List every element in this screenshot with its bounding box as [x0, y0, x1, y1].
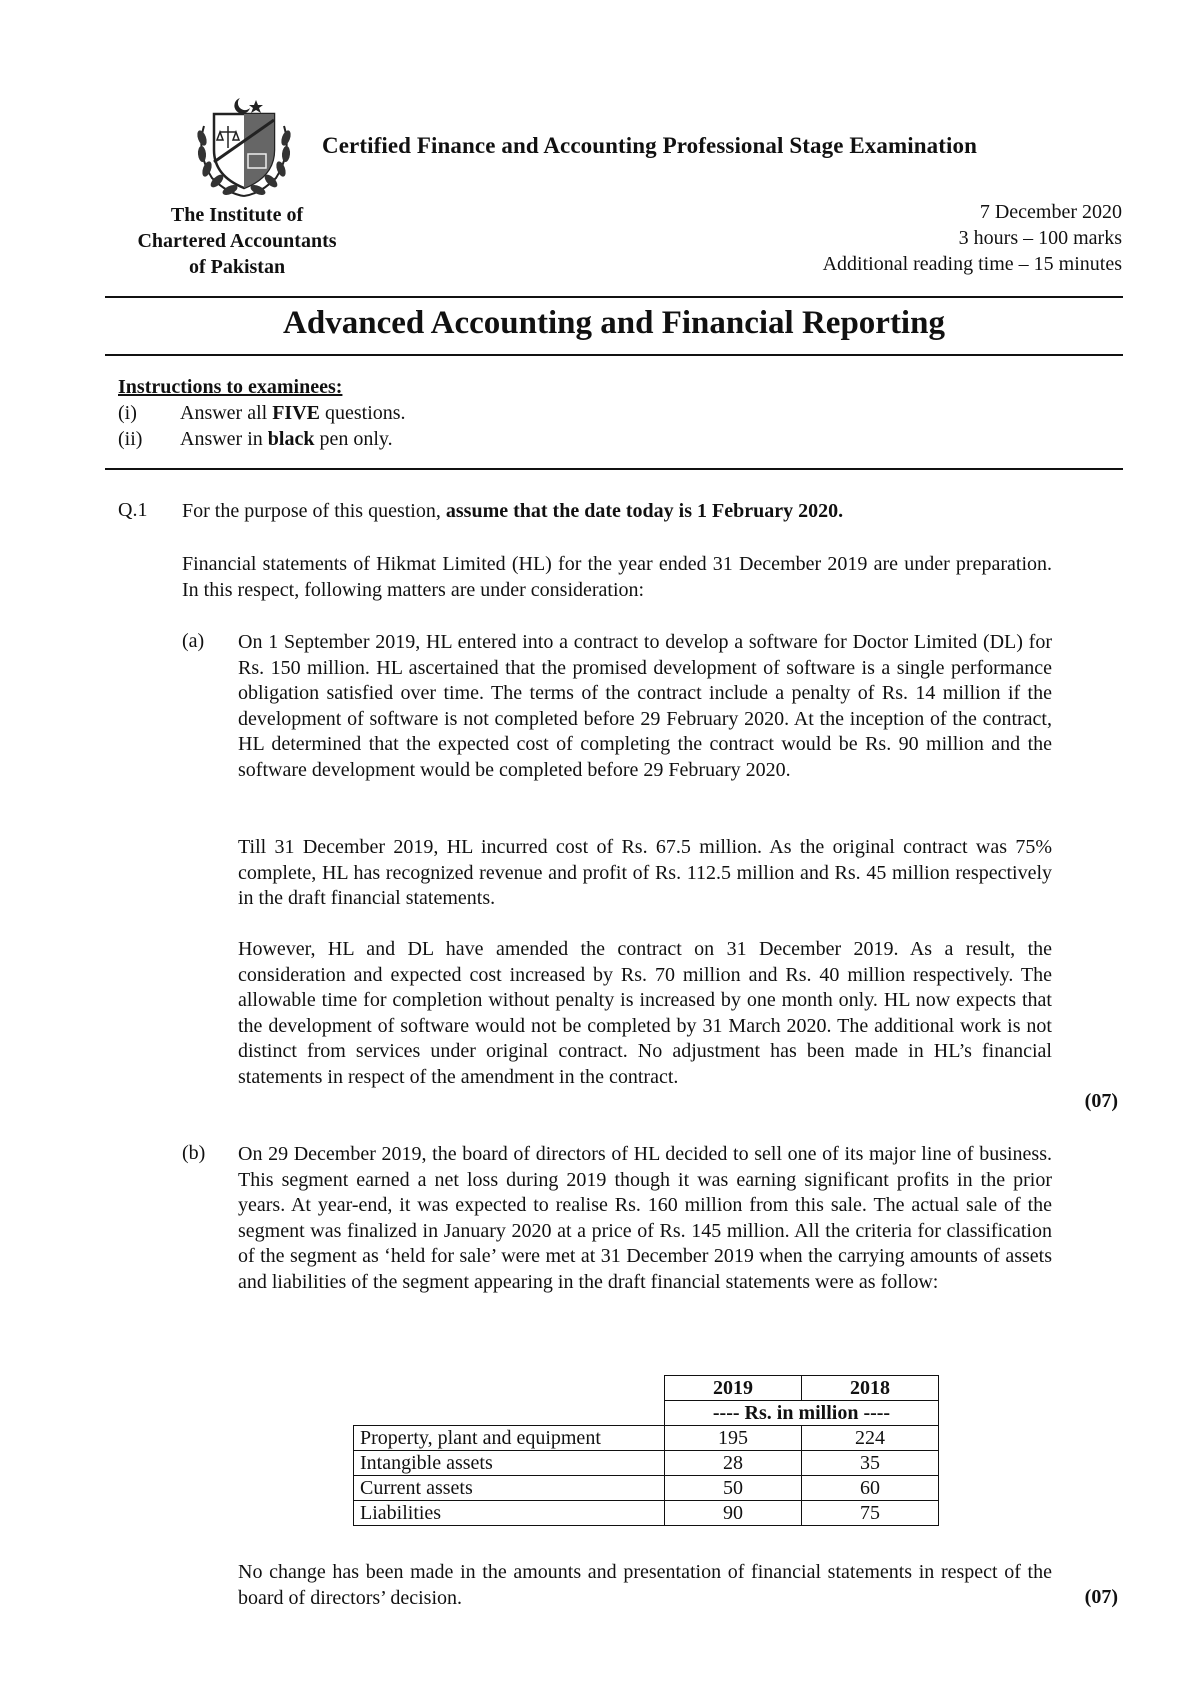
value-2018: 224 — [802, 1426, 939, 1451]
institute-line-3: of Pakistan — [188, 256, 286, 278]
question-number: Q.1 — [118, 499, 148, 521]
value-2018: 75 — [802, 1501, 939, 1526]
divider — [105, 354, 1123, 356]
part-b-label: (b) — [182, 1142, 206, 1164]
exam-duration: 3 hours – 100 marks — [958, 227, 1122, 249]
part-a-paragraph-3: However, HL and DL have amended the contract on 31 December 2019. As a result, the consideration and expected cost increased by Rs. 70 million and Rs. 40 million respectively. The allowable time for completion without penalty is increased by one month only. HL now expects that the development of software would not be completed by 31 March 2020. The additional work is not distinct from services under original contract. No adjustment has been made in HL’s financial statements in respect of the amendment in the contract. — [238, 938, 1052, 1088]
year-2018-header: 2018 — [802, 1376, 939, 1401]
part-b-paragraph-2: No change has been made in the amounts and presentation of financial statements in respect of the board of directors’ decision. — [238, 1561, 1052, 1609]
paper-title: Advanced Accounting and Financial Reporting — [283, 305, 945, 341]
value-2019: 90 — [665, 1501, 802, 1526]
year-2019-header: 2019 — [665, 1376, 802, 1401]
question-intro — [182, 499, 1052, 525]
value-2019: 50 — [665, 1476, 802, 1501]
question-paragraph: Financial statements of Hikmat Limited (HL) for the year ended 31 December 2019 are under preparation. In this respect, following matters are under consideration: — [182, 553, 1052, 601]
divider — [105, 468, 1123, 470]
row-label: Current assets — [354, 1476, 665, 1501]
instruction-text: Answer in — [180, 428, 268, 450]
instruction-text: pen only. — [314, 428, 393, 450]
exam-meta — [823, 199, 1122, 277]
part-a-paragraph-1: On 1 September 2019, HL entered into a contract to develop a software for Doctor Limited (DL) for Rs. 150 million. HL ascertained that the promised development of software is a single performance obligation satisfied over time. The terms of the contract include a penalty of Rs. 14 million if the development of software is not completed before 29 February 2020. At the inception of the contract, HL determined that the expected cost of completing the contract would be Rs. 90 million and the software development would be completed before 29 February 2020. — [238, 631, 1052, 781]
icap-logo — [190, 92, 298, 200]
segment-table — [353, 1375, 939, 1526]
value-2019: 28 — [665, 1451, 802, 1476]
part-a-paragraph-2: Till 31 December 2019, HL incurred cost of Rs. 67.5 million. As the original contract was 75% complete, HL has recognized revenue and profit of Rs. 112.5 million and Rs. 45 million respectively in the draft financial statements. — [238, 836, 1052, 909]
part-b-paragraph-1: On 29 December 2019, the board of directors of HL decided to sell one of its major line of business. This segment earned a net loss during 2019 though it was earning significant profits in the prior years. At year-end, it was expected to realise Rs. 160 million from this sale. The actual sale of the segment was finalized in January 2020 at a price of Rs. 145 million. All the criteria for classification of the segment as ‘held for sale’ were met at 31 December 2019 when the carrying amounts of assets and liabilities of the segment appearing in the draft financial statements were as follow: — [238, 1143, 1052, 1293]
part-a-marks: (07) — [1084, 1090, 1118, 1112]
instruction-item — [118, 402, 406, 425]
instruction-item — [118, 428, 393, 451]
table-row — [354, 1451, 939, 1476]
institute-line-1: The Institute of — [170, 204, 304, 226]
part-a-label: (a) — [182, 630, 205, 652]
exam-title: Certified Finance and Accounting Professional Stage Examination — [322, 133, 977, 158]
row-label: Liabilities — [354, 1501, 665, 1526]
row-label: Intangible assets — [354, 1451, 665, 1476]
table-row — [354, 1476, 939, 1501]
table-unit-row — [354, 1401, 939, 1426]
value-2018: 35 — [802, 1451, 939, 1476]
table-row — [354, 1501, 939, 1526]
table-blank-cell — [354, 1401, 665, 1426]
divider — [105, 296, 1123, 298]
instruction-text: questions. — [320, 402, 406, 424]
row-label: Property, plant and equipment — [354, 1426, 665, 1451]
instruction-number: (i) — [118, 402, 137, 424]
value-2019: 195 — [665, 1426, 802, 1451]
table-row — [354, 1426, 939, 1451]
part-b-marks: (07) — [1084, 1586, 1118, 1608]
instruction-text: Answer all — [180, 402, 273, 424]
institute-line-2: Chartered Accountants — [137, 230, 337, 252]
instruction-number: (ii) — [118, 428, 143, 450]
value-2018: 60 — [802, 1476, 939, 1501]
instruction-emphasis: FIVE — [272, 402, 320, 424]
unit-header: ---- Rs. in million ---- — [665, 1401, 939, 1426]
table-blank-cell — [354, 1376, 665, 1401]
instructions-heading: Instructions to examinees: — [118, 376, 343, 398]
table-header-row — [354, 1376, 939, 1401]
intro-emphasis: assume that the date today is 1 February 2020. — [445, 500, 844, 522]
instruction-emphasis: black — [267, 428, 315, 450]
reading-time: Additional reading time – 15 minutes — [822, 253, 1122, 275]
exam-date: 7 December 2020 — [979, 201, 1122, 223]
intro-text: For the purpose of this question, — [182, 500, 446, 522]
institute-name — [112, 202, 362, 280]
